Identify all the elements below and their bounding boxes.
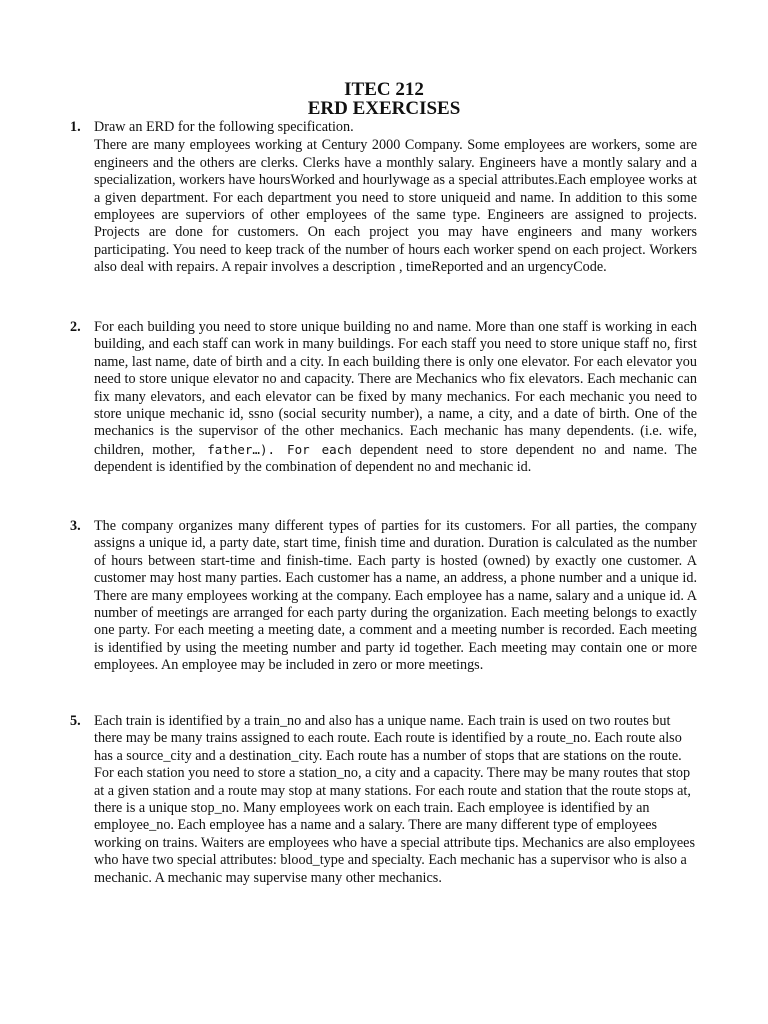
exercise-3 [70,518,697,675]
exercise-number: 2. [70,319,81,335]
exercise-text: There are many employees working at Century 2000 Company. Some employees are workers, some are engineers and the others are clerks. Clerks have a monthly salary. Engineers have a montly salary and a specialization, workers have hoursWorked and hourlywage as a special attributes.Each employee works at a given department. For each department you need to store uniqueid and name. In addition to this some employees are superviors of other employees of the same type. Engineers are assigned to projects. Projects are done for customers. On each project you may have engineers and many workers participating. You need to keep track of the number of hours each worker spend on each project. Workers also deal with repairs. A repair involves a description , timeReported and an urgencyCode. [94,137,697,276]
exercise-number: 3. [70,518,81,534]
document-title: ERD EXERCISES [307,98,461,119]
exercise-text [94,319,697,477]
exercise-number: 5. [70,713,81,729]
exercise-2 [70,319,697,477]
exercise-instruction: Draw an ERD for the following specification. [94,119,354,135]
course-code-heading: ITEC 212 [344,79,424,100]
exercise-number: 1. [70,119,81,135]
exercise-text-part: For each building you need to store unique building no and name. More than one staff is working in each building, and each staff can work in many buildings. For each staff you need to store unique staff no, first name, last name, date of birth and a city. In each building there is only one elevator. For each elevator you need to store unique elevator no and capacity. There are Mechanics who fix elevators. Each mechanic can fix many elevators, and each elevator can be fixed by many mechanics. For each mechanic you need to store unique mechanic id, ssno (social security number), a name, a city, and a date of birth. One of the mechanics is the supervisor of the other mechanics. Each mechanic has many dependents. (i.e. wife, children, mother, [94,319,697,458]
exercise-text: The company organizes many different types of parties for its customers. For all parties, the company assigns a unique id, a party date, start time, finish time and duration. Duration is calculated as the number of hours between start-time and finish-time. Each party is hosted (owned) by exactly one customer. A customer may host many parties. Each customer has a name, an address, a phone number and a unique id. There are many employees working at the company. Each employee has a name, salary and a unique id. A number of meetings are arranged for each party during the organization. Each meeting belongs to exactly one party. For each meeting a meeting date, a comment and a meeting number is recorded. Each meeting is identified by using the meeting number and party id together. Each meeting may contain one or more employees. An employee may be included in zero or more meetings. [94,518,697,674]
exercise-1 [70,119,697,277]
exercise-text: Each train is identified by a train_no and also has a unique name. Each train is used on two routes but there may be many trains assigned to each route. Each route is identified by a route_no. Each route also has a source_city and a destination_city. Each route has a number of stops that are stations on the route. For each station you need to store a station_no, a city and a capacity. There may be many routes that stop at a given station and a route may stop at many stations. For each route and station that the route stops at, there is a unique stop_no. Many employees work on each train. Each employee is identified by an employee_no. Each employee has a name and a salary. There are many different type of employees working on trains. Waiters are employees who have a special attribute tips. Mechanics are also employees who have two special attributes: blood_type and specialty. Each mechanic has a supervisor who is also a mechanic. A mechanic may supervise many other mechanics. [94,713,695,886]
exercise-text-mono-part: father…). For each [195,441,352,457]
exercise-text-part: dependent need to store dependent no and name. The dependent is identified by the combination of dependent no and mechanic id. [94,441,697,476]
exercise-5 [70,713,697,887]
